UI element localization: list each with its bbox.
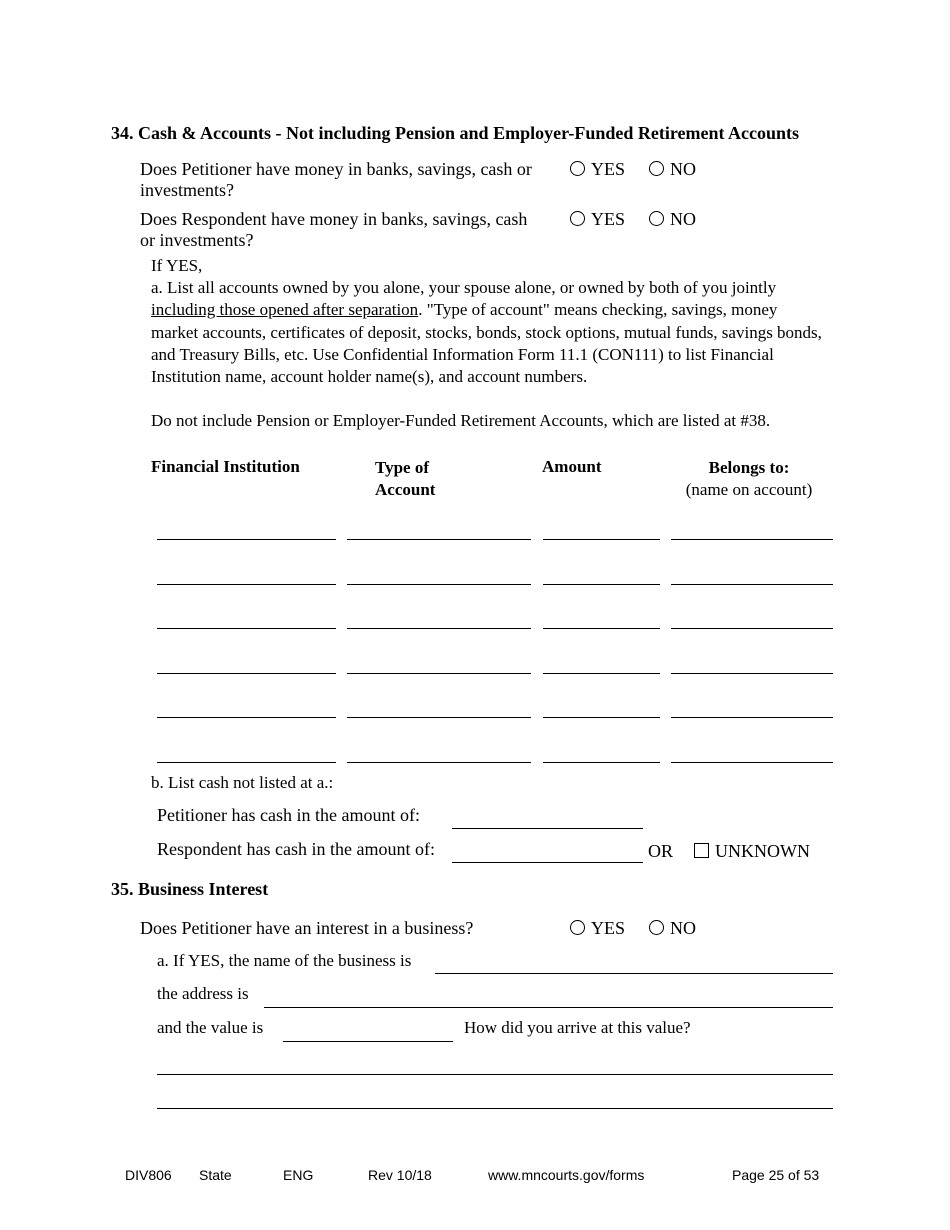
how-arrive-label: How did you arrive at this value?: [464, 1018, 691, 1037]
petitioner-cash-label: Petitioner has cash in the amount of:: [157, 805, 420, 825]
radio-icon[interactable]: [570, 920, 585, 935]
underlined-text: including those opened after separation: [151, 300, 419, 320]
col-type-of-account: [375, 457, 435, 501]
footer-language: ENG: [283, 1167, 314, 1183]
institution-field-row-1[interactable]: [157, 539, 336, 540]
account-type-field-row-1[interactable]: [347, 539, 531, 540]
col-belongs-to: [684, 457, 814, 501]
belongs-to-field-row-3[interactable]: [671, 628, 833, 629]
business-address-field[interactable]: [264, 1007, 833, 1008]
account-type-field-row-3[interactable]: [347, 628, 531, 629]
radio-icon[interactable]: [570, 211, 585, 226]
radio-icon[interactable]: [649, 920, 664, 935]
amount-field-row-2[interactable]: [543, 584, 660, 585]
or-label: OR: [648, 841, 674, 861]
col-type-line2: Account: [375, 480, 436, 499]
footer-page-number: Page 25 of 53: [732, 1167, 820, 1183]
footer-state: State: [199, 1167, 232, 1183]
section-34-title: 34. Cash & Accounts - Not including Pension and Employer-Funded Retirement Accounts: [111, 123, 800, 143]
no-label: NO: [670, 918, 696, 938]
account-type-field-row-4[interactable]: [347, 673, 531, 674]
petitioner-money-yes[interactable]: [570, 159, 625, 180]
respondent-money-yes[interactable]: [570, 209, 625, 230]
col-financial-institution: Financial Institution: [151, 457, 300, 476]
business-yes[interactable]: [570, 918, 625, 939]
amount-field-row-3[interactable]: [543, 628, 660, 629]
business-interest-question: Does Petitioner have an interest in a business?: [140, 918, 474, 938]
checkbox-icon[interactable]: [694, 843, 709, 858]
amount-field-row-6[interactable]: [543, 762, 660, 763]
radio-icon[interactable]: [649, 161, 664, 176]
amount-field-row-4[interactable]: [543, 673, 660, 674]
account-type-field-row-6[interactable]: [347, 762, 531, 763]
institution-field-row-6[interactable]: [157, 762, 336, 763]
respondent-money-question-line2: or investments?: [140, 230, 254, 250]
respondent-money-question: [140, 209, 527, 251]
unknown-checkbox[interactable]: [694, 841, 810, 862]
belongs-to-field-row-1[interactable]: [671, 539, 833, 540]
belongs-to-field-row-5[interactable]: [671, 717, 833, 718]
radio-icon[interactable]: [649, 211, 664, 226]
para-a-line3: market accounts, certificates of deposit, stocks, bonds, stock options, mutual funds, savings bonds,: [151, 322, 822, 342]
col-belongs-line1: Belongs to:: [708, 458, 790, 477]
petitioner-money-no[interactable]: [649, 159, 696, 180]
section-35-title: 35. Business Interest: [111, 879, 269, 899]
business-no[interactable]: [649, 918, 696, 939]
belongs-to-field-row-6[interactable]: [671, 762, 833, 763]
institution-field-row-5[interactable]: [157, 717, 336, 718]
petitioner-money-question-line1: Does Petitioner have money in banks, savings, cash or: [140, 159, 532, 179]
para-a-line2-rest: . "Type of account" means checking, savings, money: [418, 300, 778, 320]
business-name-label: a. If YES, the name of the business is: [157, 951, 412, 970]
institution-field-row-4[interactable]: [157, 673, 336, 674]
para-a-line4: and Treasury Bills, etc. Use Confidential Information Form 11.1 (CON111) to list Financial: [151, 344, 774, 364]
col-type-line1: Type of: [375, 458, 429, 477]
account-type-field-row-5[interactable]: [347, 717, 531, 718]
no-label: NO: [670, 209, 696, 229]
institution-field-row-2[interactable]: [157, 584, 336, 585]
footer-revision: Rev 10/18: [368, 1167, 432, 1183]
business-value-field[interactable]: [283, 1041, 453, 1042]
how-arrive-field-line2[interactable]: [157, 1108, 833, 1109]
business-address-label: the address is: [157, 984, 249, 1003]
respondent-cash-label: Respondent has cash in the amount of:: [157, 839, 435, 859]
how-arrive-field-line1[interactable]: [157, 1074, 833, 1075]
para-a-line2: [151, 299, 851, 321]
col-amount: Amount: [542, 457, 602, 476]
respondent-money-no[interactable]: [649, 209, 696, 230]
col-belongs-line2: (name on account): [685, 480, 813, 499]
b-label: b. List cash not listed at a.:: [151, 773, 334, 792]
yes-label: YES: [591, 209, 626, 229]
unknown-label: UNKNOWN: [715, 841, 810, 861]
no-label: NO: [670, 159, 696, 179]
respondent-money-question-line1: Does Respondent have money in banks, savings, cash: [140, 209, 528, 229]
amount-field-row-1[interactable]: [543, 539, 660, 540]
business-name-field[interactable]: [435, 973, 833, 974]
do-not-include-note: Do not include Pension or Employer-Funded Retirement Accounts, which are listed at #38.: [151, 411, 771, 430]
account-type-field-row-2[interactable]: [347, 584, 531, 585]
yes-label: YES: [591, 918, 626, 938]
if-yes-label: If YES,: [151, 256, 203, 275]
amount-field-row-5[interactable]: [543, 717, 660, 718]
radio-icon[interactable]: [570, 161, 585, 176]
belongs-to-field-row-4[interactable]: [671, 673, 833, 674]
para-a-line1: a. List all accounts owned by you alone, your spouse alone, or owned by both of you jointly: [151, 278, 777, 297]
footer-url[interactable]: www.mncourts.gov/forms: [488, 1167, 645, 1183]
para-a-line5: Institution name, account holder name(s), and account numbers.: [151, 367, 588, 387]
petitioner-money-question: [140, 159, 532, 201]
instructions-paragraph-a: [151, 277, 851, 388]
footer-form-number: DIV806: [125, 1167, 172, 1183]
business-value-label: and the value is: [157, 1018, 264, 1037]
institution-field-row-3[interactable]: [157, 628, 336, 629]
petitioner-money-question-line2: investments?: [140, 180, 234, 200]
yes-label: YES: [591, 159, 626, 179]
respondent-cash-field[interactable]: [452, 862, 643, 863]
petitioner-cash-field[interactable]: [452, 828, 643, 829]
belongs-to-field-row-2[interactable]: [671, 584, 833, 585]
